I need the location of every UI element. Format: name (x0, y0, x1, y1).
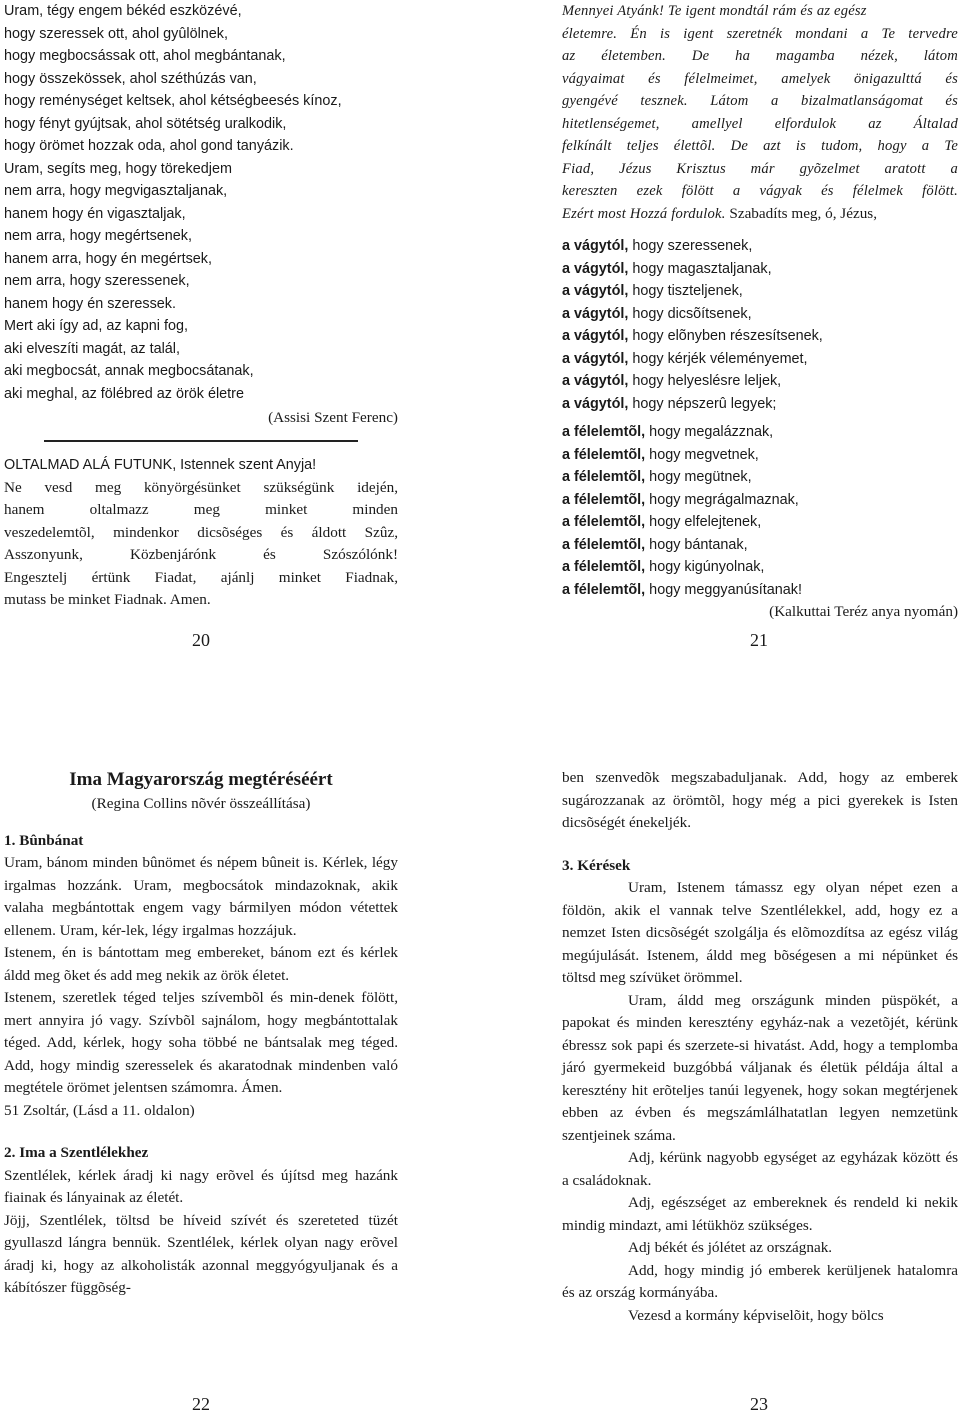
desire-line-text: hogy elõnyben részesítsenek, (628, 328, 823, 344)
fear-line-lead: a félelemtõl, (562, 559, 646, 575)
prayer-line: hogy fényt gyújtsak, ahol sötétség uralkodik, (4, 115, 287, 132)
page-20-second-prayer (4, 454, 398, 612)
prayer-line: Engesztelj értünk Fiadat, ajánlj minket Fiadnak, (4, 568, 398, 586)
prayer-line: hanem arra, hogy én megértsek, (4, 250, 212, 267)
fear-line-lead: a félelemtõl, (562, 581, 646, 598)
intro-line: életemre. Én is igent szeretnék mondani a Te tervedre (562, 25, 958, 42)
page-21-column (562, 0, 958, 624)
section-heading-1: 1. Bûnbánat (4, 831, 84, 849)
intro-line: vágyaimat és félelmeimet, amelyek önigazulttá és (562, 70, 958, 87)
desire-line (562, 393, 958, 416)
desire-line-lead: a vágytól, (562, 395, 629, 412)
intro-line: Mennyei Atyánk! Te igent mondtál rám és az egész (562, 3, 867, 19)
paragraph: Istenem, szeretlek téged teljes szívembõl és min-denek fölött, mert annyira jó vagy. Szívbõl sajnálom, hogy megbántottalak téged. Add, kérlek, hogy soha többé ne bántsalak meg téged. Add, hogy mindig szeresselek és akaratodnak mindenben való megtétele örömet jelentsen számomra. Ámen. (4, 989, 398, 1096)
desire-line (562, 235, 958, 258)
prayer-line: hogy összekössek, ahol széthúzás van, (4, 70, 257, 87)
fear-line (562, 466, 958, 489)
desire-line-lead: a vágytól, (562, 260, 629, 277)
desire-line-lead: a vágytól, (562, 373, 629, 389)
page-title: Ima Magyarország megtéréséért (69, 769, 333, 790)
desire-line-lead: a vágytól, (562, 238, 629, 254)
fear-line-text: hogy elfelejtenek, (645, 514, 762, 530)
intro-line: az életemben. De ha magamba nézek, látom (562, 48, 958, 64)
prayer-line: hanem hogy én szeressek. (4, 295, 176, 312)
prayer-oltalmad (4, 454, 398, 612)
paragraph: 51 Zsoltár, (Lásd a 11. oldalon) (4, 1101, 195, 1119)
fear-line (562, 579, 958, 602)
section-heading-2: 2. Ima a Szentlélekhez (4, 1144, 149, 1161)
desire-line (562, 370, 958, 393)
fear-line-text: hogy megütnek, (645, 469, 752, 485)
desire-line-lead: a vágytól, (562, 283, 629, 299)
prayer-line: aki elveszíti magát, az talál, (4, 340, 180, 357)
prayer-line: Uram, tégy engem békéd eszközévé, (4, 3, 242, 19)
desire-line-text: hogy dicsõítsenek, (628, 305, 752, 322)
desire-line (562, 325, 958, 348)
prayer-line: Asszonyunk, Közbenjárónk és Szószólónk! (4, 546, 398, 563)
page-number-23: 23 (750, 1394, 768, 1414)
prayer-line: mutass be minket Fiadnak. Amen. (4, 591, 211, 608)
attribution-francis: (Assisi Szent Ferenc) (268, 409, 398, 426)
page-number-20: 20 (192, 630, 210, 650)
fear-line-text: hogy megrágalmaznak, (645, 491, 799, 508)
page-subtitle: (Regina Collins nõvér összeállítása) (91, 795, 311, 812)
section-heading-3: 3. Kérések (562, 856, 631, 874)
continuation-paragraph: ben szenvedõk megszabaduljanak. Add, hogy az emberek sugározzanak az örömtõl, hogy még a pici gyerekek is Isten dicsõségét énekeljék. (562, 769, 958, 831)
fear-line-lead: a félelemtõl, (562, 446, 646, 463)
fear-line (562, 421, 958, 444)
desire-line (562, 280, 958, 303)
fear-line-lead: a félelemtõl, (562, 514, 646, 530)
prayer-line: hanem hogy én vigasztaljak, (4, 205, 186, 222)
desire-line-text: hogy magasztaljanak, (628, 260, 772, 277)
page-22-column (4, 767, 398, 1300)
fear-line-lead: a félelemtõl, (562, 536, 646, 553)
fear-line-text: hogy megalázznak, (645, 424, 774, 440)
paragraph: Szentlélek, kérlek áradj ki nagy erõvel és újítsd meg hazánk fiainak és lányainak az életét. (4, 1166, 398, 1206)
litany-fear (562, 421, 958, 601)
page-number-22: 22 (192, 1394, 210, 1414)
paragraph: Adj békét és jólétet az országnak. (628, 1239, 833, 1256)
fear-line (562, 489, 958, 512)
paragraph: Adj, kérünk nagyobb egységet az egyházak között és a családoknak. (562, 1149, 958, 1189)
prayer-heavenly-father (562, 0, 958, 203)
fear-line-text: hogy kigúnyolnak, (645, 559, 765, 575)
prayer-line: Mert aki így ad, az kapni fog, (4, 318, 188, 334)
section-1-body (4, 852, 398, 1122)
desire-line-lead: a vágytól, (562, 328, 629, 344)
desire-line-text: hogy kérjék véleményemet, (628, 350, 808, 367)
intro-last-line (562, 203, 958, 226)
page-23-column (562, 767, 958, 1327)
fear-line-lead: a félelemtõl, (562, 424, 646, 440)
litany-desire (562, 235, 958, 415)
divider-rule (44, 440, 358, 442)
fear-line-text: hogy megvetnek, (645, 446, 759, 463)
intro-line: felkínált teljes élettõl. De azt is tudom, hogy a Te (562, 138, 958, 154)
prayer-line: OLTALMAD ALÁ FUTUNK, Istennek szent Anyja! (4, 457, 317, 473)
prayer-line: Uram, segíts meg, hogy törekedjem (4, 160, 232, 177)
prayer-line: hogy reménységet keltsek, ahol kétségbeesés kínoz, (4, 93, 342, 109)
prayer-line: hogy örömet hozzak oda, ahol gond tanyázik. (4, 138, 294, 154)
prayer-line: hogy szeressek ott, ahol gyûlölnek, (4, 25, 228, 42)
section-3-body (562, 877, 958, 1327)
prayer-line: aki meghal, az fölébred az örök életre (4, 385, 244, 402)
fear-line-lead: a félelemtõl, (562, 491, 646, 508)
prayer-line: nem arra, hogy megértsenek, (4, 228, 192, 244)
intro-line: Fiad, Jézus Krisztus már gyõzelmet aratott a (562, 160, 958, 177)
page-20-column (4, 0, 398, 430)
desire-line (562, 258, 958, 281)
fear-line (562, 556, 958, 579)
prayer-line: hanem oltalmazz meg minket minden (4, 501, 398, 518)
fear-line-lead: a félelemtõl, (562, 469, 646, 485)
prayer-line: aki megbocsát, annak megbocsátanak, (4, 363, 254, 379)
prayer-line: nem arra, hogy megvigasztaljanak, (4, 183, 228, 199)
attribution-teresa: (Kalkuttai Teréz anya nyomán) (769, 603, 958, 620)
prayer-line: hogy megbocsássak ott, ahol megbántanak, (4, 48, 286, 64)
paragraph: Adj, egészséget az embereknek és rendeld ki nekik mindig mindazt, ami létükhöz szükséges. (562, 1194, 958, 1234)
section-2-body (4, 1165, 398, 1300)
desire-line-text: hogy szeressenek, (628, 238, 753, 254)
prayer-line: nem arra, hogy szeressenek, (4, 273, 190, 289)
intro-line: gyengévé tesznek. Látom a bizalmatlanságomat és (562, 93, 958, 109)
fear-line-text: hogy bántanak, (645, 536, 748, 553)
fear-line (562, 534, 958, 557)
paragraph: Jöjj, Szentlélek, töltsd be híveid szívét és szereteted tüzét gyullaszd lángra bennük. Szentlélek, kérlek olyan nagy erõvel áradj ki, hogy az alkoholisták azonnal meggyógyuljanak és a kábítószer függõség- (4, 1211, 398, 1296)
desire-line-lead: a vágytól, (562, 350, 629, 367)
page-number-21: 21 (750, 630, 768, 650)
desire-line-lead: a vágytól, (562, 305, 629, 322)
desire-line-text: hogy tiszteljenek, (628, 283, 743, 299)
desire-line-text: hogy helyeslésre leljek, (628, 373, 782, 389)
prayer-francis (4, 0, 398, 405)
paragraph: Uram, bánom minden bûnömet és népem bûneit is. Kérlek, légy irgalmas hozzánk. Uram, megbocsátok mindazoknak, akik valaha megbántottak engem vagy bármilyen módon vétettek ellenem. Uram, kér-lek, légy irgalmas hozzájuk. (4, 854, 398, 939)
intro-line: kereszten ezek fölött a vágyak és félelmek fölött. (562, 183, 958, 199)
fear-line-text: hogy meggyanúsítanak! (645, 581, 802, 598)
fear-line (562, 511, 958, 534)
desire-line (562, 348, 958, 371)
paragraph: Add, hogy mindig jó emberek kerüljenek hatalomra és az ország kormányába. (562, 1261, 958, 1301)
fear-line (562, 444, 958, 467)
paragraph: Istenem, én is bántottam meg embereket, bánom ezt és kérlek áldd meg õket és add meg nekik az örök életet. (4, 944, 398, 984)
paragraph: Vezesd a kormány képviselõit, hogy bölcs (628, 1306, 884, 1324)
paragraph: Uram, áldd meg országunk minden püspökét, a papokat és minden keresztény egyház-nak a vezetõjét, kérünk ébressz sok papi és szerzete-si hivatást. Add, hogy a templomba járó gyermekeid buzgóbbá váljanak és életük példája által a keresztény hit erõteljes tanúi legyenek, hogy sokan megtérjenek ebben az évben és megszámlálhatatlan legyen nemzetünk szentjeinek száma. (562, 991, 958, 1144)
desire-line-text: hogy népszerû legyek; (628, 395, 777, 412)
intro-last-plain: Szabadíts meg, ó, Jézus, (725, 204, 878, 222)
prayer-line: veszedelemtõl, mindenkor dicsõséges és áldott Szûz, (4, 523, 398, 541)
paragraph: Uram, Istenem támassz egy olyan népet ezen a földön, akik el vannak telve Szentlélekkel, add, hogy ez a nemzet Isten dicsõségét szolgálja és elõmozdítsa az egész világ megújulását. Istenem, áldd meg bõségesen a mi népünket és töltsd meg szívüket örömmel. (562, 879, 958, 986)
intro-line: hitetlenségemet, amellyel elfordulok az Általad (562, 115, 958, 132)
desire-line (562, 303, 958, 326)
intro-last-italic: Ezért most Hozzá fordulok. (562, 205, 726, 222)
prayer-line: Ne vesd meg könyörgésünket szükségünk idején, (4, 478, 398, 496)
